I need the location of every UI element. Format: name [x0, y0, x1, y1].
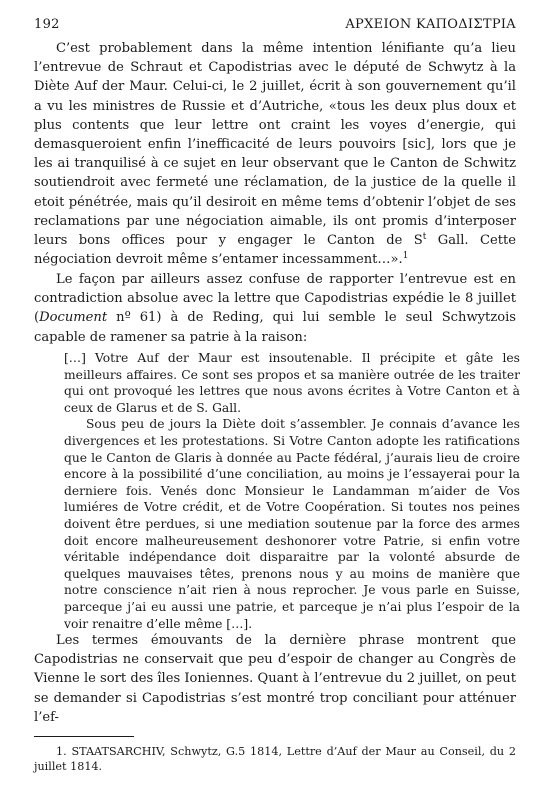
quote-paragraph-2: Sous peu de jours la Diète doit s’assembler. Je connais d’avance les divergences et les protestations. Si Votre Canton adopte les ratifications que le Canton de Glaris à donnée au Pacte fédéral, j’aurais lieu de croire encore à la possibilité d’une conciliation, au moins je l’essayerai pour la derniere fois. Venés donc Monsieur le Landamman m’aider de Vos lumiéres de Votre crédit, et de Votre Coopération. Si toutes nos peines doivent être perdues, si une mediation soutenue par la force des armes doit encore malheureusement deshonorer votre Patrie, si enfin votre véritable indépendance doit disparaitre par la volonté absurde de quelques mauvaises têtes, prenons nous y au moins de manière que notre conscience n’ait rien à nous reprocher. Je vous parle en Suisse, parceque j’ai eu aussi une patrie, et parceque je n’ai plus l’espoir de la voir renaitre d’elle même […]. — [64, 417, 520, 631]
paragraph-1 — [34, 39, 516, 269]
footnote-reference: 1 — [402, 251, 409, 262]
quote-paragraph-1: […] Votre Auf der Maur est insoutenable. Il précipite et gâte les meilleurs affaires. Ce sont ses propos et sa manière outrée de les traiter qui ont provoqué les lettres que nous avons écrites à Votre Canton et à ceux de Glarus et de S. Gall. — [64, 351, 520, 415]
footnote-text: STAATSARCHIV, Schwytz, G.5 1814, Lettre d’Auf der Maur au Conseil, du 2 juillet 1814. — [34, 745, 516, 774]
paragraph-2-text-end: ) à de Reding, qui lui semble le seul Schwytzois capable de ramener sa patrie à la raison: — [34, 310, 517, 345]
paragraph-1-text: C’est probablement dans la même intention lénifiante qu’a lieu l’entrevue de Schraut et Capodistrias avec le député de Schwytz à la Diète Auf der Maur. Celui-ci, le 2 juillet, écrit à son gouvernement qu’il a vu les ministres de Russie et d’Autriche, «tous les deux plus doux et plus contents que leur lettre ont craint les voyes d’energie, qui demasqueroient enfin l’inefficacité de leurs pouvoirs [sic], lors que je les ai tranquilisé à ce sujet en leur observant que le Canton de Schwitz soutiendroit avec fermeté une réclamation, de la justice de la quelle il etoit pénétrée, mais qu’il desiroit en même tems d’obtenir l’objet de ses reclamations par une négociation aimable, ils ont promis d’interposer leurs bons offices pour y engager le Canton de S — [34, 41, 516, 249]
footnote — [34, 744, 516, 774]
paragraph-3 — [34, 631, 516, 727]
document-label: Document — [39, 310, 108, 326]
running-title: ΑΡΧΕΙΟΝ ΚΑΠΟΔΙΣΤΡΙΑ — [345, 17, 516, 32]
page-header — [34, 17, 516, 32]
paragraph-3-text: Les termes émouvants de la dernière phrase montrent que Capodistrias ne conservait que peu d’espoir de changer au Congrès de Vienne le sort des îles Ioniennes. Quant à l’entrevue du 2 juillet, on peut se demander si Capodistrias s’est montré trop conciliant pour atténuer l’ef- — [34, 633, 516, 725]
block-quote — [64, 350, 520, 632]
saint-abbreviation-superscript: t — [422, 232, 427, 243]
footnote-divider — [34, 736, 134, 737]
page-number: 192 — [34, 17, 60, 32]
paragraph-2 — [34, 270, 516, 347]
document-number: nº 61 — [107, 310, 157, 326]
paragraph-2-text-start: Le façon par ailleurs assez confuse de rapporter l’entrevue est en contradiction absolue avec la lettre que Capodistrias expédie le 8 juillet ( — [34, 272, 516, 326]
paragraph-1-text-end: Gall. Cette négociation devroit même s’entamer incessamment…». — [34, 233, 517, 268]
footnote-number: 1. — [56, 745, 67, 758]
